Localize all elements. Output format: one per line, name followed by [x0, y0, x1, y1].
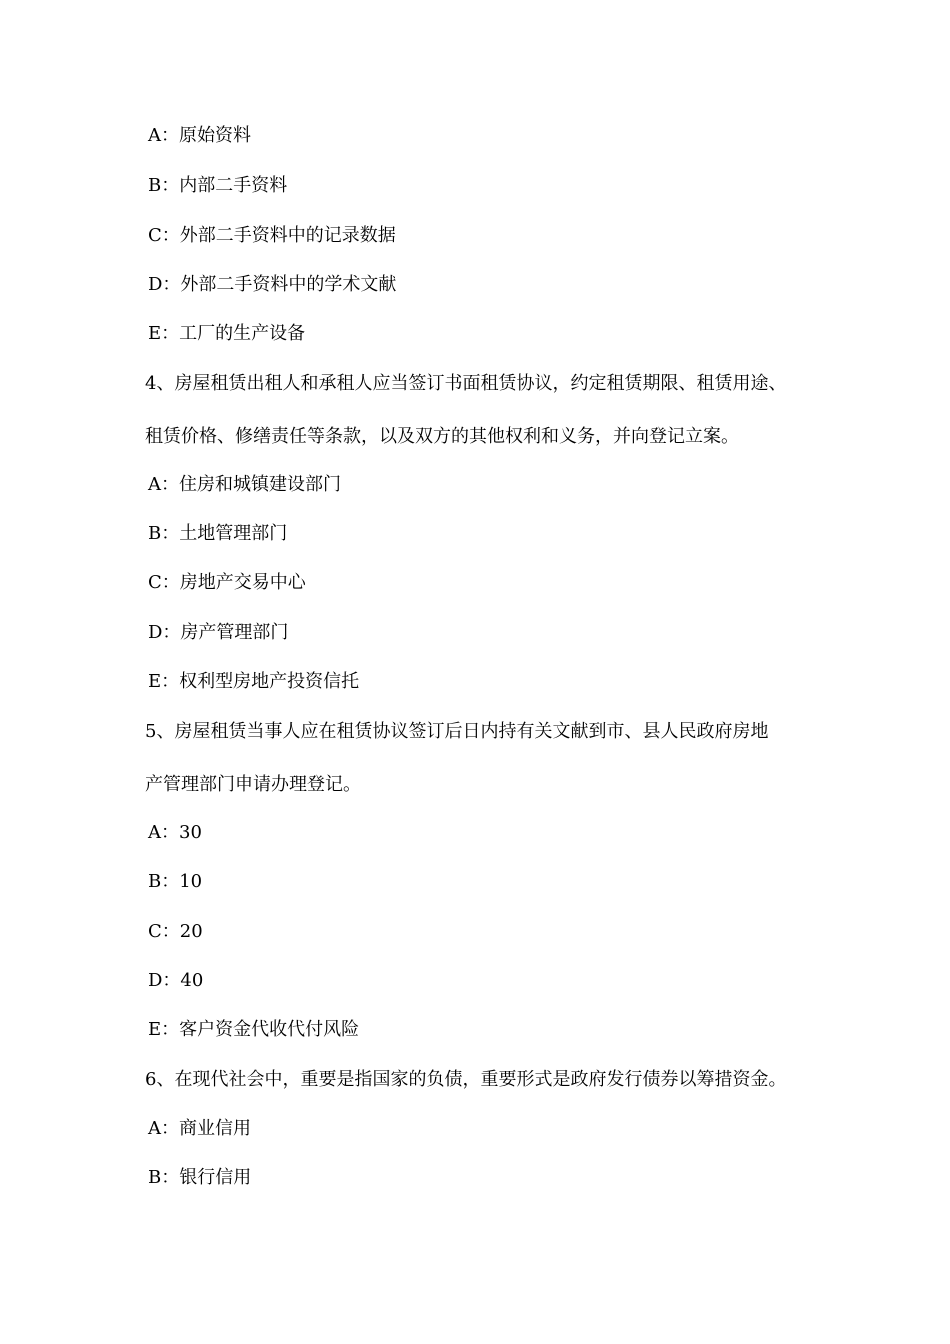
- q6-text-line1: 6、在现代社会中，重要是指国家的负债，重要形式是政府发行债券以筹措资金。: [145, 1069, 787, 1090]
- q4-option-e: E：权利型房地产投资信托: [148, 671, 360, 692]
- q3-option-c: C：外部二手资料中的记录数据: [148, 225, 396, 246]
- q5-option-d: D：40: [148, 970, 204, 991]
- q5-option-e: E：客户资金代收代付风险: [148, 1019, 360, 1040]
- q3-option-e: E：工厂的生产设备: [148, 323, 306, 344]
- q6-option-b: B：银行信用: [148, 1167, 252, 1188]
- q4-option-b: B：土地管理部门: [148, 523, 288, 544]
- q5-option-c: C：20: [148, 921, 203, 942]
- q4-text-line2: 租赁价格、修缮责任等条款，以及双方的其他权利和义务，并向登记立案。: [145, 426, 739, 447]
- q5-text-line1: 5、房屋租赁当事人应在租赁协议签订后日内持有关文献到市、县人民政府房地: [145, 721, 769, 742]
- q4-option-c: C：房地产交易中心: [148, 572, 306, 593]
- q5-option-a: A：30: [148, 822, 202, 843]
- q3-option-b: B：内部二手资料: [148, 175, 288, 196]
- q5-option-b: B：10: [148, 871, 203, 892]
- q3-option-a: A：原始资料: [148, 125, 251, 146]
- q4-option-a: A：住房和城镇建设部门: [148, 474, 341, 495]
- q5-text-line2: 产管理部门申请办理登记。: [145, 774, 361, 795]
- q3-option-d: D：外部二手资料中的学术文献: [148, 274, 397, 295]
- q4-option-d: D：房产管理部门: [148, 622, 289, 643]
- q6-option-a: A：商业信用: [148, 1118, 251, 1139]
- q4-text-line1: 4、房屋租赁出租人和承租人应当签订书面租赁协议，约定租赁期限、租赁用途、: [145, 373, 787, 394]
